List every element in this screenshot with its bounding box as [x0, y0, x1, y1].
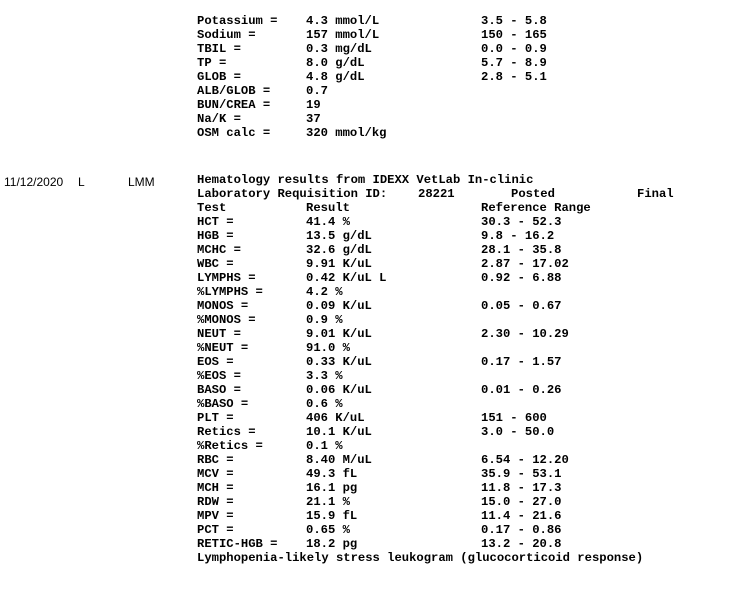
reference-range: 28.1 - 35.8	[481, 243, 562, 257]
posted-status: Posted	[511, 187, 555, 201]
test-result: 9.91 K/uL	[306, 257, 372, 271]
test-result: 49.3 fL	[306, 467, 358, 481]
test-name: RDW =	[197, 495, 234, 509]
final-status: Final	[637, 187, 674, 201]
entry-type: L	[78, 175, 85, 189]
test-name: %LYMPHS =	[197, 285, 263, 299]
test-result: 4.2 %	[306, 285, 343, 299]
reference-range: 2.30 - 10.29	[481, 327, 569, 341]
test-result: 4.3 mmol/L	[306, 14, 380, 28]
requisition-label: Laboratory Requisition ID:	[197, 187, 388, 201]
test-result: 0.1 %	[306, 439, 343, 453]
test-result: 0.65 %	[306, 523, 350, 537]
test-result: 91.0 %	[306, 341, 350, 355]
test-result: 0.33 K/uL	[306, 355, 372, 369]
test-name: HCT =	[197, 215, 234, 229]
reference-range: 0.92 - 6.88	[481, 271, 562, 285]
test-name: MPV =	[197, 509, 234, 523]
table-header	[197, 201, 591, 215]
test-name: RETIC-HGB =	[197, 537, 278, 551]
test-name: OSM calc =	[197, 126, 271, 140]
requisition-id: 28221	[418, 187, 455, 201]
test-name: %MONOS =	[197, 313, 256, 327]
test-result: 15.9 fL	[306, 509, 358, 523]
test-name: BASO =	[197, 383, 241, 397]
test-name: %EOS =	[197, 369, 241, 383]
test-result: 0.9 %	[306, 313, 343, 327]
test-name: EOS =	[197, 355, 234, 369]
interpretation-comment: Lymphopenia-likely stress leukogram (glucocorticoid response)	[197, 551, 644, 565]
reference-range: 151 - 600	[481, 411, 547, 425]
test-result: 8.0 g/dL	[306, 56, 365, 70]
test-name: RBC =	[197, 453, 234, 467]
test-name: NEUT =	[197, 327, 241, 341]
test-result: 18.2 pg	[306, 537, 358, 551]
reference-range: 30.3 - 52.3	[481, 215, 562, 229]
test-result: 13.5 g/dL	[306, 229, 372, 243]
test-result: 8.40 M/uL	[306, 453, 372, 467]
test-name: WBC =	[197, 257, 234, 271]
test-name: LYMPHS =	[197, 271, 256, 285]
test-result: 21.1 %	[306, 495, 350, 509]
requisition-line	[197, 187, 674, 201]
test-name: %NEUT =	[197, 341, 249, 355]
header-result: Result	[306, 201, 350, 215]
test-result: 0.3 mg/dL	[306, 42, 372, 56]
test-result: 157 mmol/L	[306, 28, 380, 42]
test-result: 10.1 K/uL	[306, 425, 372, 439]
test-name: GLOB =	[197, 70, 241, 84]
reference-range: 35.9 - 53.1	[481, 467, 562, 481]
reference-range: 11.4 - 21.6	[481, 509, 562, 523]
test-result: 406 K/uL	[306, 411, 365, 425]
test-name: %Retics =	[197, 439, 263, 453]
test-name: BUN/CREA =	[197, 98, 271, 112]
test-name: MCV =	[197, 467, 234, 481]
reference-range: 11.8 - 17.3	[481, 481, 562, 495]
reference-range: 0.17 - 1.57	[481, 355, 562, 369]
reference-range: 13.2 - 20.8	[481, 537, 562, 551]
hematology-title: Hematology results from IDEXX VetLab In-clinic	[197, 173, 534, 187]
test-result: 41.4 %	[306, 215, 350, 229]
entry-initials: LMM	[128, 175, 155, 189]
test-result: 16.1 pg	[306, 481, 358, 495]
reference-range: 3.0 - 50.0	[481, 425, 555, 439]
reference-range: 5.7 - 8.9	[481, 56, 547, 70]
test-name: TP =	[197, 56, 227, 70]
test-name: Potassium =	[197, 14, 278, 28]
reference-range: 0.01 - 0.26	[481, 383, 562, 397]
test-name: MCHC =	[197, 243, 241, 257]
reference-range: 0.17 - 0.86	[481, 523, 562, 537]
reference-range: 6.54 - 12.20	[481, 453, 569, 467]
test-result: 0.7	[306, 84, 328, 98]
reference-range: 150 - 165	[481, 28, 547, 42]
test-result: 0.42 K/uL L	[306, 271, 387, 285]
entry-date: 11/12/2020	[4, 175, 64, 189]
reference-range: 2.8 - 5.1	[481, 70, 547, 84]
header-test: Test	[197, 201, 227, 215]
test-name: %BASO =	[197, 397, 249, 411]
header-reference-range: Reference Range	[481, 201, 591, 215]
test-name: TBIL =	[197, 42, 241, 56]
test-name: MCH =	[197, 481, 234, 495]
reference-range: 9.8 - 16.2	[481, 229, 555, 243]
test-result: 37	[306, 112, 321, 126]
test-result: 0.6 %	[306, 397, 343, 411]
test-result: 9.01 K/uL	[306, 327, 372, 341]
test-result: 0.06 K/uL	[306, 383, 372, 397]
test-name: Retics =	[197, 425, 256, 439]
reference-range: 0.05 - 0.67	[481, 299, 562, 313]
test-result: 0.09 K/uL	[306, 299, 372, 313]
test-result: 32.6 g/dL	[306, 243, 372, 257]
test-name: PLT =	[197, 411, 234, 425]
reference-range: 2.87 - 17.02	[481, 257, 569, 271]
comment-line	[197, 551, 644, 565]
test-name: Sodium =	[197, 28, 256, 42]
hematology-title-line	[197, 173, 534, 187]
test-name: ALB/GLOB =	[197, 84, 271, 98]
test-name: HGB =	[197, 229, 234, 243]
reference-range: 15.0 - 27.0	[481, 495, 562, 509]
test-name: Na/K =	[197, 112, 241, 126]
test-result: 19	[306, 98, 321, 112]
hematology-results	[197, 173, 674, 565]
test-name: MONOS =	[197, 299, 249, 313]
reference-range: 3.5 - 5.8	[481, 14, 547, 28]
test-result: 3.3 %	[306, 369, 343, 383]
test-result: 4.8 g/dL	[306, 70, 365, 84]
reference-range: 0.0 - 0.9	[481, 42, 547, 56]
test-name: PCT =	[197, 523, 234, 537]
test-result: 320 mmol/kg	[306, 126, 387, 140]
